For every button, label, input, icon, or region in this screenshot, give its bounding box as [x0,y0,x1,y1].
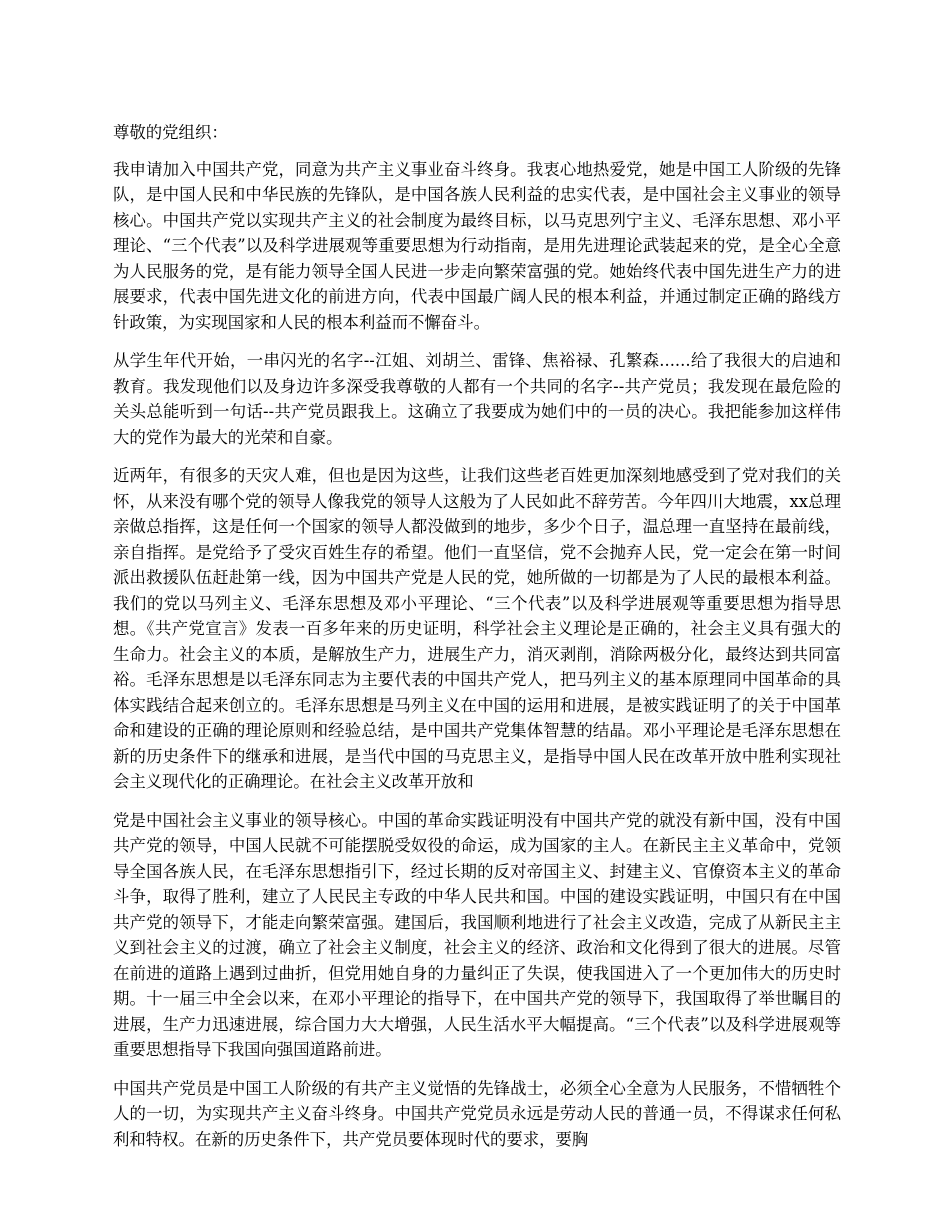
document-body [113,120,841,1165]
paragraph-5: 中国共产党员是中国工人阶级的有共产主义觉悟的先锋战士，必须全心全意为人民服务，不惜牺牲个人的一切，为实现共产主义奋斗终身。中国共产党党员永远是劳动人民的普通一员，不得谋求任何私利和特权。在新的历史条件下，共产党员要体现时代的要求，要胸 [113,1078,841,1149]
paragraph-3: 近两年，有很多的天灾人难，但也是因为这些，让我们这些老百姓更加深刻地感受到了党对我们的关怀，从来没有哪个党的领导人像我党的领导人这般为了人民如此不辞劳苦。今年四川大地震，xx总理亲做总指挥，这是任何一个国家的领导人都没做到的地步，多少个日子，温总理一直坚持在最前线，亲自指挥。是党给予了受灾百姓生存的希望。他们一直坚信，党不会抛弃人民，党一定会在第一时间派出救援队伍赶赴第一线，因为中国共产党是人民的党，她所做的一切都是为了人民的最根本利益。我们的党以马列主义、毛泽东思想及邓小平理论、“三个代表”以及科学进展观等重要思想为指导思想。《共产党宣言》发表一百多年来的历史证明，科学社会主义理论是正确的，社会主义具有强大的生命力。社会主义的本质，是解放生产力，进展生产力，消灭剥削，消除两极分化，最终达到共同富裕。毛泽东思想是以毛泽东同志为主要代表的中国共产党人，把马列主义的基本原理同中国革命的具体实践结合起来创立的。毛泽东思想是马列主义在中国的运用和进展，是被实践证明了的关于中国革命和建设的正确的理论原则和经验总结，是中国共产党集体智慧的结晶。邓小平理论是毛泽东思想在新的历史条件下的继承和进展，是当代中国的马克思主义，是指导中国人民在改革开放中胜利实现社会主义现代化的正确理论。在社会主义改革开放和 [113,466,841,791]
paragraph-2: 从学生年代开始，一串闪光的名字--江姐、刘胡兰、雷锋、焦裕禄、孔繁森......给了我很大的启迪和教育。我发现他们以及身边许多深受我尊敬的人都有一个共同的名字--共产党员；我发现在最危险的关头总能听到一句话--共产党员跟我上。这确立了我要成为她们中的一员的决心。我把能参加这样伟大的党作为最大的光荣和自豪。 [113,351,841,447]
paragraph-4: 党是中国社会主义事业的领导核心。中国的革命实践证明没有中国共产党的就没有新中国，没有中国共产党的领导，中国人民就不可能摆脱受奴役的命运，成为国家的主人。在新民主主义革命中，党领导全国各族人民，在毛泽东思想指引下，经过长期的反对帝国主义、封建主义、官僚资本主义的革命斗争，取得了胜利，建立了人民民主专政的中华人民共和国。中国的建设实践证明，中国只有在中国共产党的领导下，才能走向繁荣富强。建国后，我国顺利地进行了社会主义改造，完成了从新民主主义到社会主义的过渡，确立了社会主义制度，社会主义的经济、政治和文化得到了很大的进展。尽管在前进的道路上遇到过曲折，但党用她自身的力量纠正了失误，使我国进入了一个更加伟大的历史时期。十一届三中全会以来，在邓小平理论的指导下，在中国共产党的领导下，我国取得了举世瞩目的进展，生产力迅速进展，综合国力大大增强，人民生活水平大幅提高。“三个代表”以及科学进展观等重要思想指导下我国向强国道路前进。 [113,810,841,1059]
greeting: 尊敬的党组织： [113,123,228,142]
paragraph-1: 我申请加入中国共产党，同意为共产主义事业奋斗终身。我衷心地热爱党，她是中国工人阶级的先锋队，是中国人民和中华民族的先锋队，是中国各族人民利益的忠实代表，是中国社会主义事业的领导核心。中国共产党以实现共产主义的社会制度为最终目标，以马克思列宁主义、毛泽东思想、邓小平理论、“三个代表”以及科学进展观等重要思想为行动指南，是用先进理论武装起来的党，是全心全意为人民服务的党，是有能力领导全国人民进一步走向繁荣富强的党。她始终代表中国先进生产力的进展要求，代表中国先进文化的前进方向，代表中国最广阔人民的根本利益，并通过制定正确的路线方针政策，为实现国家和人民的根本利益而不懈奋斗。 [113,159,841,332]
